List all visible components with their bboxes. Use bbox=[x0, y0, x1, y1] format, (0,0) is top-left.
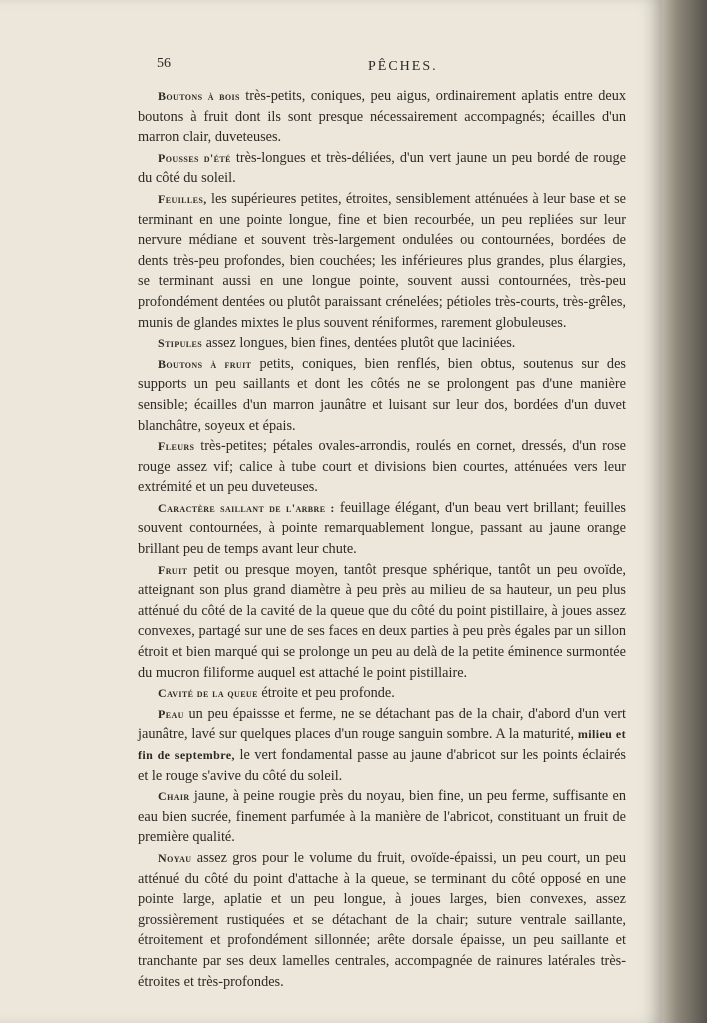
term-label: Boutons à bois bbox=[158, 89, 240, 103]
paragraph-text: petits, coniques, bien renflés, bien obtus, soutenus sur des supports un peu saillants et dont les côtés ne se prolongent pas d'une manière sensible; écailles d'un marron jaunâtre et luisant sur leur dos, bordées d'un duvet blanchâtre, soyeux et épais. bbox=[138, 355, 626, 434]
paragraph-text: assez gros pour le volume du fruit, ovoïde-épaissi, un peu court, un peu atténué du côté du point d'attache à la queue, se terminant du côté opposé en une pointe large, aplatie et un peu longue, à joues larges, bien convexes, assez grossièrement rustiquées et se détachant de la chair; suture ventrale saillante, étroitement et profondément sillonnée; arête dorsale épaisse, un peu saillante et tranchante par ses deux lamelles centrales, accompagnée de rainures latérales très-étroites et très-profondes. bbox=[138, 849, 626, 990]
term-label: Stipules bbox=[158, 336, 203, 351]
paragraph-boutons-a-bois bbox=[138, 86, 626, 148]
paragraph-chair bbox=[138, 786, 626, 848]
paragraph-text: un peu épaissse et ferme, ne se détachant pas de la chair, d'abord d'un vert jaunâtre, lavé sur quelques places d'un rouge sanguin sombre. A la maturité, bbox=[138, 705, 626, 743]
body-text bbox=[138, 86, 626, 992]
term-label: Peau bbox=[158, 706, 184, 721]
paragraph-cavite-de-la-queue bbox=[138, 683, 626, 704]
term-label: Fleurs bbox=[158, 439, 195, 454]
paragraph-text: étroite et peu profonde. bbox=[257, 685, 395, 702]
paragraph-feuilles bbox=[138, 189, 626, 333]
term-label: Pousses d'été bbox=[158, 150, 231, 165]
paragraph-text: petit ou presque moyen, tantôt presque sphérique, tantôt un peu ovoïde, atteignant son plus grand diamètre à peu près au milieu de sa hauteur, un peu plus atténué du côté de la cavité de la queue que du côté du point pistillaire, à joues assez convexes, partagé sur une de ses faces en deux parties à peu près égales par un sillon étroit et bien marqué qui se prolonge un peu au delà de la petite éminence surmontée du mucron filiforme auquel est attaché le point pistillaire. bbox=[138, 561, 626, 681]
term-label: Noyau bbox=[158, 850, 192, 865]
page-number: 56 bbox=[157, 56, 171, 71]
paragraph-text: très-longues et très-déliées, d'un vert jaune un peu bordé de rouge du côté du soleil. bbox=[138, 149, 626, 187]
paragraph-text: feuillage élégant, d'un beau vert brillant; feuilles souvent contournées, à pointe remarquablement longue, passant au jaune orange brillant peu de temps avant leur chute. bbox=[138, 499, 627, 558]
maturity-period: milieu et fin de septembre, bbox=[138, 727, 626, 762]
term-label: Cavité de la queue bbox=[158, 686, 258, 701]
book-spine-shadow bbox=[662, 0, 707, 1023]
paragraph-peau bbox=[138, 704, 626, 786]
paragraph-fleurs bbox=[138, 436, 626, 498]
paragraph-noyau bbox=[138, 848, 626, 992]
page-header bbox=[0, 56, 640, 80]
paragraph-text: assez longues, bien fines, dentées plutôt que laciniées. bbox=[202, 335, 516, 352]
paragraph-text: jaune, à peine rougie près du noyau, bien fine, un peu ferme, suffisante en eau bien sucrée, finement parfumée à la manière de l'abricot, constituant un fruit de première qualité. bbox=[138, 788, 626, 846]
paragraph-text: très-petits, coniques, peu aigus, ordinairement aplatis entre deux boutons à fruit dont ils sont presque nécessairement accompagnés; écailles d'un marron clair, duveteuses. bbox=[138, 88, 626, 146]
paragraph-text-continued: le vert fondamental passe au jaune d'abricot sur les points éclairés et le rouge s'avive du côté du soleil. bbox=[138, 747, 626, 784]
paragraph-text: très-petites; pétales ovales-arrondis, roulés en cornet, dressés, d'un rose rouge assez vif; calice à tube court et divisions bien courtes, atténuées vers leur extrémité et un peu duveteuses. bbox=[138, 438, 626, 496]
paragraph-boutons-a-fruit bbox=[138, 354, 626, 436]
running-title: PÊCHES. bbox=[368, 59, 438, 74]
term-label: Chair bbox=[158, 789, 190, 804]
paragraph-stipules bbox=[138, 333, 626, 354]
paragraph-text: les supérieures petites, étroites, sensiblement atténuées à leur base et se terminant en une pointe longue, fine et bien recourbée, un peu repliées sur leur nervure médiane et souvent très-largement ondulées ou contournées, bordées de dents très-peu profondes, bien couchées; les inférieures plus grandes, plus élargies, se terminant aussi en une longue pointe, souvent aussi contournées, très-peu profondément dentées ou plutôt paraissant crénelées; pétioles très-courts, très-grêles, munis de glandes mixtes le plus souvent réniformes, rarement globuleuses. bbox=[138, 190, 626, 331]
paragraph-pousses-d-ete bbox=[138, 148, 626, 189]
paragraph-fruit bbox=[138, 560, 626, 684]
term-label: Caractère saillant de l'arbre : bbox=[158, 500, 335, 515]
term-label: Feuilles, bbox=[158, 191, 207, 206]
term-label: Fruit bbox=[158, 562, 188, 577]
term-label: Boutons à fruit bbox=[158, 356, 252, 371]
paragraph-caractere-saillant bbox=[138, 498, 626, 560]
